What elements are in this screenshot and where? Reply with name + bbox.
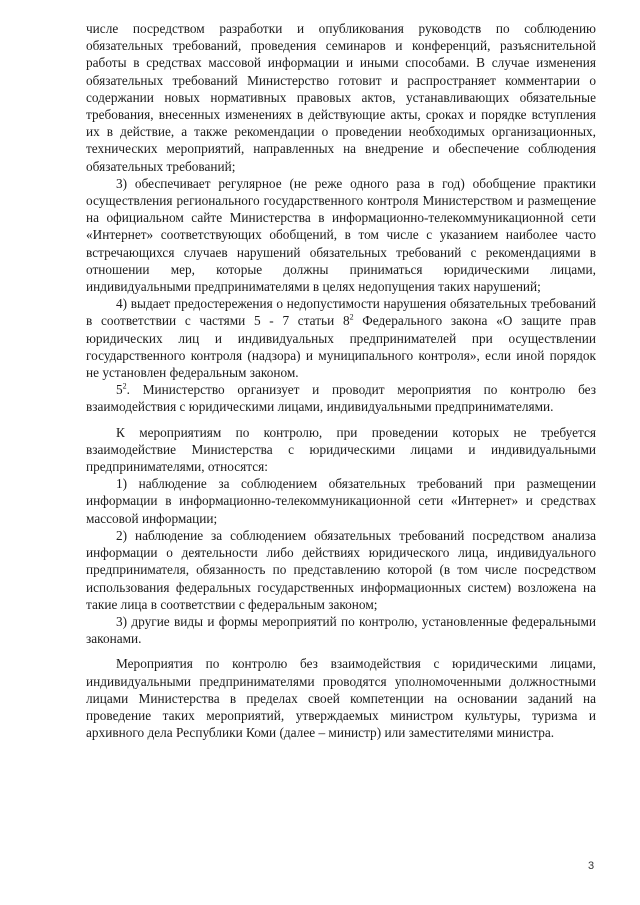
list-item-1: 1) наблюдение за соблюдением обязательных требований при размещении информации в информационно-телекоммуникационной сети «Интернет» и средствах массовой информации; (86, 476, 596, 526)
list-item-3: 3) другие виды и формы мероприятий по контролю, установленные федеральными законами. (86, 613, 596, 647)
paragraph-final: Мероприятия по контролю без взаимодействия с юридическими лицами, индивидуальными предпринимателями проводятся уполномоченными должностными лицами Министерства в пределах своей компетенции на основании заданий на проведение таких мероприятий, утверждаемых министром культуры, туризма и архивного дела Республики Коми (далее – министр) или заместителями министра. (86, 656, 596, 741)
section-5-2 (86, 381, 596, 415)
paragraph-item-4-text-a: 4) выдает предостережения о недопустимости нарушения обязательных требований в соответствии с частями 5 - 7 статьи 8 (86, 296, 596, 329)
section-number: 5 (116, 382, 123, 398)
list-item-2: 2) наблюдение за соблюдением обязательных требований посредством анализа информации о деятельности либо действиях юридического лица, индивидуального предпринимателя, обязанность по представлению которой (в том числе посредством использования федеральных государственных информационных систем) возложена на такие лица в соответствии с федеральным законом; (86, 527, 596, 612)
section-number-superscript: 2 (122, 381, 127, 391)
document-body (86, 20, 596, 741)
paragraph-item-4-superscript: 2 (349, 313, 354, 323)
page-number: 3 (588, 860, 595, 872)
paragraph-intro-list: К мероприятиям по контролю, при проведении которых не требуется взаимодействие Министерства с юридическими лицами и индивидуальными предпринимателями, относятся: (86, 424, 596, 475)
paragraph-item-3: 3) обеспечивает регулярное (не реже одного раза в год) обобщение практики осуществления регионального государственного контроля Министерством и размещение на официальном сайте Министерства в информационно-телекоммуникационной сети «Интернет» соответствующих обобщений, в том числе с указанием наиболее часто встречающихся случаев нарушений обязательных требований с рекомендациями в отношении мер, которые должны приниматься юридическими лицами, индивидуальными предпринимателями в целях недопущения таких нарушений; (86, 175, 596, 295)
paragraph-item-4-text-b: Федерального закона «О защите прав юридических лиц и индивидуальных предпринимателей при осуществлении государственного контроля (надзора) и муниципального контроля», если иной порядок не установлен федеральным законом. (86, 313, 596, 381)
paragraph-continuation: числе посредством разработки и опубликования руководств по соблюдению обязательных требований, проведения семинаров и конференций, разъяснительной работы в средствах массовой информации и иными способами. В случае изменения обязательных требований Министерство готовит и распространяет комментарии о содержании новых нормативных правовых актов, устанавливающих обязательные требования, внесенных изменениях в действующие акты, сроках и порядке вступления их в действие, а также рекомендации о проведении необходимых организационных, технических мероприятий, направленных на внедрение и обеспечение соблюдения обязательных требований; (86, 21, 596, 174)
paragraph-item-4 (86, 295, 596, 381)
section-text: . Министерство организует и проводит мероприятия по контролю без взаимодействия с юридическими лицами, индивидуальными предпринимателями. (86, 382, 596, 415)
